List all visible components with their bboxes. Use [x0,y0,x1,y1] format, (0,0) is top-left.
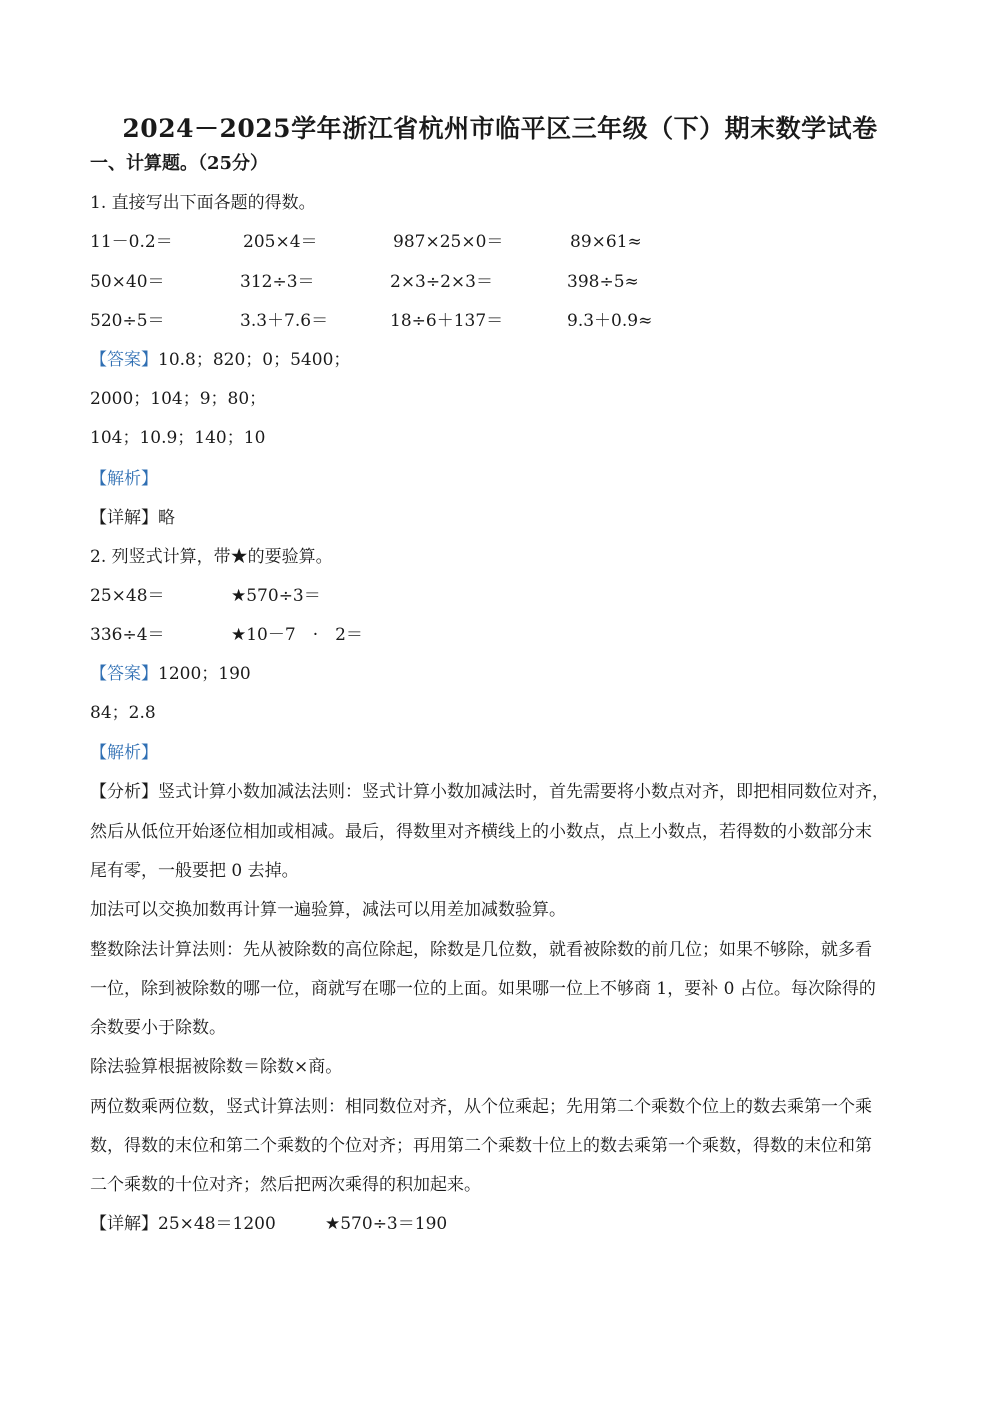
answer-text: 104；10.9；140；10 [90,428,266,448]
detail-item: 25×48＝1200 [158,1214,276,1234]
q1-problem: 11－0.2＝ [90,232,173,252]
question-1-prompt: 1. 直接写出下面各题的得数。 [90,193,316,213]
q1-problem: 50×40＝ [90,272,165,292]
analysis-line: 然后从低位开始逐位相加或相减。最后，得数里对齐横线上的小数点，点上小数点，若得数的小数部分末 [90,822,872,842]
analysis-line: 加法可以交换加数再计算一遍验算，减法可以用差加减数验算。 [90,900,566,920]
page-title: 2024－2025学年浙江省杭州市临平区三年级（下）期末数学试卷 [122,114,878,143]
analysis-line: 【分析】竖式计算小数加减法法则：竖式计算小数加减法时，首先需要将小数点对齐，即把相同数位对齐， [90,782,889,802]
jiexi-tag: 【解析】 [90,469,158,489]
section-heading: 一、计算题。（25分） [90,153,269,174]
analysis-line: 一位，除到被除数的哪一位，商就写在哪一位的上面。如果哪一位上不够商 1，要补 0 占位。每次除得的 [90,979,876,999]
q2-problem: 336÷4＝ [90,625,165,645]
analysis-line: 余数要小于除数。 [90,1018,226,1038]
q1-problem: 987×25×0＝ [393,232,504,252]
answer-text: 1200；190 [158,664,251,684]
analysis-line: 数，得数的末位和第二个乘数的个位对齐；再用第二个乘数十位上的数去乘第一个乘数，得数的末位和第 [90,1136,872,1156]
q1-problem: 89×61≈ [570,232,642,252]
detail-tag: 【详解】 [90,1214,158,1234]
q1-answer [90,348,350,372]
answer-text: 84；2.8 [90,703,156,723]
q1-problem: 3.3＋7.6＝ [240,311,329,331]
analysis-line: 两位数乘两位数，竖式计算法则：相同数位对齐，从个位乘起；先用第二个乘数个位上的数去乘第一个乘 [90,1097,872,1117]
q2-problem: ★10－7 · 2＝ [231,625,363,645]
q1-problem: 398÷5≈ [567,272,639,292]
answer-text: 10.8；820；0；5400； [158,350,351,370]
analysis-line: 整数除法计算法则：先从被除数的高位除起，除数是几位数，就看被除数的前几位；如果不够除，就多看 [90,940,872,960]
q1-problem: 312÷3＝ [240,272,315,292]
q1-problem: 18÷6＋137＝ [390,311,504,331]
answer-tag: 【答案】 [90,664,158,684]
analysis-line: 尾有零，一般要把 0 去掉。 [90,861,299,881]
detail-item: ★570÷3＝190 [325,1214,448,1234]
q2-problem: 25×48＝ [90,586,165,606]
q1-problem: 520÷5＝ [90,311,165,331]
answer-text: 2000；104；9；80； [90,389,267,409]
q1-problem: 9.3＋0.9≈ [567,311,653,331]
answer-tag: 【答案】 [90,350,158,370]
q1-problem: 2×3÷2×3＝ [390,272,493,292]
analysis-line: 除法验算根据被除数＝除数×商。 [90,1057,343,1077]
q1-problem: 205×4＝ [243,232,318,252]
question-2-prompt: 2. 列竖式计算，带★的要验算。 [90,547,333,567]
analysis-line: 二个乘数的十位对齐；然后把两次乘得的积加起来。 [90,1175,481,1195]
jiexi-tag: 【解析】 [90,743,158,763]
q2-problem: ★570÷3＝ [231,586,321,606]
detail-text: 【详解】略 [90,508,175,528]
q2-detail [90,1212,276,1236]
q2-answer [90,662,251,686]
